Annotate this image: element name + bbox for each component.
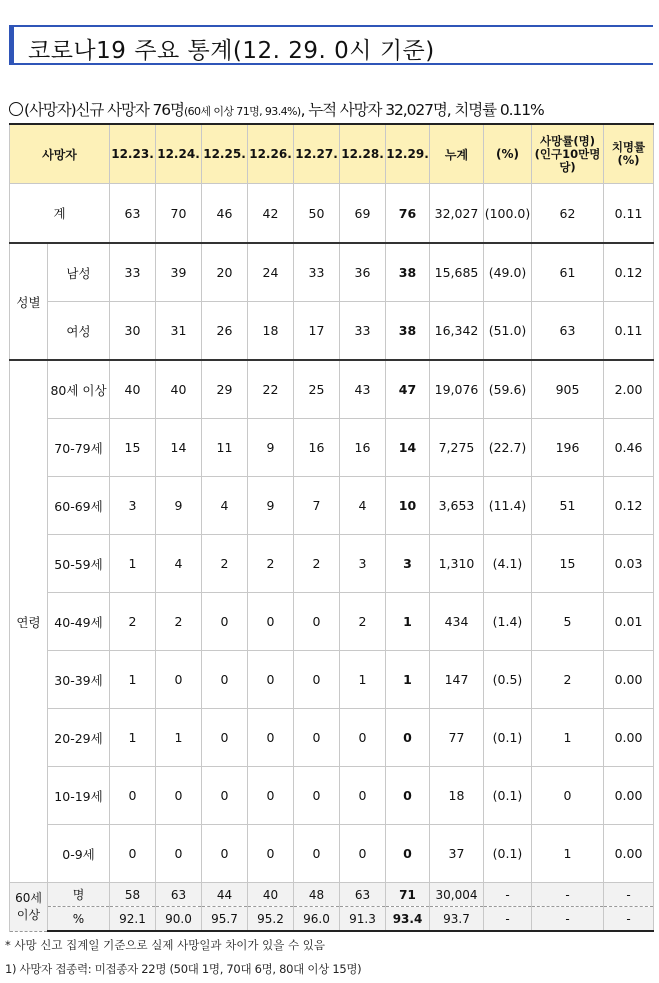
table-cell: 76 <box>386 184 430 244</box>
table-cell: 196 <box>532 419 604 477</box>
table-cell: 3 <box>110 477 156 535</box>
table-cell: 22 <box>248 360 294 419</box>
table-cell: 4 <box>340 477 386 535</box>
table-row-age <box>10 360 654 419</box>
table-cell: 1 <box>110 709 156 767</box>
table-cell: - <box>484 883 532 907</box>
table-cell: 30 <box>110 302 156 361</box>
table-cell: - <box>604 907 654 932</box>
table-cell: 33 <box>294 243 340 302</box>
header-cell: 치명률 (%) <box>604 124 654 184</box>
table-cell: 19,076 <box>430 360 484 419</box>
table-cell: (59.6) <box>484 360 532 419</box>
table-cell: 0 <box>202 709 248 767</box>
table-cell: 18 <box>248 302 294 361</box>
table-cell: - <box>604 883 654 907</box>
table-row-age <box>10 651 654 709</box>
table-cell: 905 <box>532 360 604 419</box>
summary-part3: , 누적 사망자 32,027명, 치명률 0.11% <box>300 101 544 119</box>
table-cell: 91.3 <box>340 907 386 932</box>
row-label: 계 <box>10 184 110 244</box>
table-cell: 48 <box>294 883 340 907</box>
table-cell: 0 <box>110 825 156 883</box>
table-cell: 0 <box>248 709 294 767</box>
table-cell: (51.0) <box>484 302 532 361</box>
table-cell: 63 <box>340 883 386 907</box>
table-cell: 95.2 <box>248 907 294 932</box>
group-label: 연령 <box>10 360 48 883</box>
table-cell: 0 <box>202 825 248 883</box>
header-cell: (%) <box>484 124 532 184</box>
table-cell: 1 <box>156 709 202 767</box>
table-cell: 1 <box>110 651 156 709</box>
table-row-age <box>10 419 654 477</box>
table-cell: 42 <box>248 184 294 244</box>
table-cell: 62 <box>532 184 604 244</box>
table-cell: 1 <box>110 535 156 593</box>
circle-bullet-icon <box>9 102 23 116</box>
table-cell: (0.1) <box>484 825 532 883</box>
table-cell: 77 <box>430 709 484 767</box>
table-cell: 0.00 <box>604 825 654 883</box>
table-row-age <box>10 477 654 535</box>
header-cell: 사망률(명) (인구10만명당) <box>532 124 604 184</box>
table-cell: 0 <box>532 767 604 825</box>
table-cell: 0 <box>386 825 430 883</box>
table-cell: 63 <box>156 883 202 907</box>
table-cell: 0 <box>340 709 386 767</box>
row-label: 10-19세 <box>48 767 110 825</box>
table-cell: (49.0) <box>484 243 532 302</box>
table-cell: 9 <box>248 477 294 535</box>
table-cell: 70 <box>156 184 202 244</box>
table-cell: 0.11 <box>604 302 654 361</box>
row-label: 70-79세 <box>48 419 110 477</box>
table-cell: 71 <box>386 883 430 907</box>
row-label: 30-39세 <box>48 651 110 709</box>
header-cell: 12.26. <box>248 124 294 184</box>
summary-part1: (사망자)신규 사망자 76명 <box>24 101 184 119</box>
table-cell: - <box>532 907 604 932</box>
table-cell: 0 <box>202 651 248 709</box>
table-cell: 1 <box>386 593 430 651</box>
table-cell: 0 <box>248 767 294 825</box>
table-cell: 15 <box>110 419 156 477</box>
table-cell: 93.7 <box>430 907 484 932</box>
header-cell: 12.25. <box>202 124 248 184</box>
row-label: 20-29세 <box>48 709 110 767</box>
table-cell: 0 <box>340 825 386 883</box>
header-cell: 12.27. <box>294 124 340 184</box>
table-cell: (1.4) <box>484 593 532 651</box>
table-cell: 0 <box>156 825 202 883</box>
table-row-age <box>10 825 654 883</box>
table-cell: 40 <box>156 360 202 419</box>
table-cell: 0.00 <box>604 767 654 825</box>
table-cell: 14 <box>156 419 202 477</box>
table-row-gender <box>10 243 654 302</box>
table-cell: 40 <box>110 360 156 419</box>
table-cell: 16 <box>294 419 340 477</box>
table-cell: 0 <box>294 767 340 825</box>
table-cell: 69 <box>340 184 386 244</box>
table-cell: 0 <box>202 767 248 825</box>
table-cell: 14 <box>386 419 430 477</box>
row-label: 명 <box>48 883 110 907</box>
table-cell: 0 <box>248 825 294 883</box>
table-cell: 33 <box>340 302 386 361</box>
header-row <box>10 124 654 184</box>
table-cell: 32,027 <box>430 184 484 244</box>
table-cell: 10 <box>386 477 430 535</box>
summary-part2: (60세 이상 71명, 93.4%) <box>183 105 301 118</box>
table-cell: 18 <box>430 767 484 825</box>
table-row-age <box>10 593 654 651</box>
table-cell: 24 <box>248 243 294 302</box>
table-cell: 93.4 <box>386 907 430 932</box>
table-cell: 2 <box>202 535 248 593</box>
table-cell: 1 <box>386 651 430 709</box>
table-cell: 0 <box>294 709 340 767</box>
table-cell: 15 <box>532 535 604 593</box>
table-cell: 0.12 <box>604 477 654 535</box>
table-cell: 0.00 <box>604 709 654 767</box>
table-cell: (4.1) <box>484 535 532 593</box>
table-cell: 0 <box>340 767 386 825</box>
table-cell: 0 <box>110 767 156 825</box>
table-cell: 0 <box>202 593 248 651</box>
table-cell: 46 <box>202 184 248 244</box>
table-cell: 63 <box>532 302 604 361</box>
table-cell: 0 <box>294 651 340 709</box>
table-cell: 31 <box>156 302 202 361</box>
table-cell: (100.0) <box>484 184 532 244</box>
table-cell: 38 <box>386 302 430 361</box>
table-cell: (0.1) <box>484 767 532 825</box>
table-cell: 2 <box>110 593 156 651</box>
table-cell: 47 <box>386 360 430 419</box>
table-cell: 3 <box>386 535 430 593</box>
table-cell: 25 <box>294 360 340 419</box>
deaths-table <box>9 123 654 932</box>
table-cell: 44 <box>202 883 248 907</box>
table-cell: 147 <box>430 651 484 709</box>
table-cell: 50 <box>294 184 340 244</box>
page-title: 코로나19 주요 통계(12. 29. 0시 기준) <box>28 38 435 64</box>
table-cell: 0.03 <box>604 535 654 593</box>
table-cell: (0.1) <box>484 709 532 767</box>
table-cell: 43 <box>340 360 386 419</box>
header-cell: 사망자 <box>10 124 110 184</box>
table-cell: 38 <box>386 243 430 302</box>
table-cell: 0.12 <box>604 243 654 302</box>
summary-line <box>9 98 544 120</box>
header-cell: 12.24. <box>156 124 202 184</box>
table-cell: 3 <box>340 535 386 593</box>
footnote-note: * 사망 신고 집계일 기준으로 실제 사망일과 차이가 있을 수 있음 <box>5 938 326 952</box>
table-cell: 17 <box>294 302 340 361</box>
header-cell: 12.28. <box>340 124 386 184</box>
table-cell: 0 <box>386 767 430 825</box>
row-label: % <box>48 907 110 932</box>
table-cell: 33 <box>110 243 156 302</box>
table-cell: 0 <box>156 767 202 825</box>
table-cell: 2 <box>156 593 202 651</box>
table-row-gender <box>10 302 654 361</box>
table-cell: 58 <box>110 883 156 907</box>
table-cell: 39 <box>156 243 202 302</box>
table-row-over60-count <box>10 883 654 907</box>
table-row-age <box>10 709 654 767</box>
table-cell: 2 <box>294 535 340 593</box>
table-cell: (11.4) <box>484 477 532 535</box>
table-cell: - <box>532 883 604 907</box>
table-cell: 9 <box>156 477 202 535</box>
row-label: 80세 이상 <box>48 360 110 419</box>
table-cell: 63 <box>110 184 156 244</box>
row-label: 0-9세 <box>48 825 110 883</box>
table-cell: 1,310 <box>430 535 484 593</box>
table-cell: 0 <box>294 593 340 651</box>
table-cell: 7,275 <box>430 419 484 477</box>
table-cell: 0 <box>248 593 294 651</box>
table-cell: 0.11 <box>604 184 654 244</box>
table-cell: 1 <box>532 709 604 767</box>
group-label: 성별 <box>10 243 48 360</box>
row-label: 60-69세 <box>48 477 110 535</box>
table-cell: 15,685 <box>430 243 484 302</box>
table-cell: 0 <box>156 651 202 709</box>
table-cell: 5 <box>532 593 604 651</box>
footnote-vaccination: 1) 사망자 접종력: 미접종자 22명 (50대 1명, 70대 6명, 80대 이상 15명) <box>5 962 362 976</box>
table-row-age <box>10 535 654 593</box>
table-cell: 1 <box>340 651 386 709</box>
table-cell: 0.01 <box>604 593 654 651</box>
table-cell: 2 <box>248 535 294 593</box>
table-cell: 2.00 <box>604 360 654 419</box>
table-cell: 40 <box>248 883 294 907</box>
row-label: 40-49세 <box>48 593 110 651</box>
table-cell: 92.1 <box>110 907 156 932</box>
table-cell: 30,004 <box>430 883 484 907</box>
table-cell: 0.00 <box>604 651 654 709</box>
row-label: 여성 <box>48 302 110 361</box>
table-cell: 0 <box>294 825 340 883</box>
table-cell: 0 <box>248 651 294 709</box>
table-cell: 9 <box>248 419 294 477</box>
header-cell: 12.23. <box>110 124 156 184</box>
table-cell: 1 <box>532 825 604 883</box>
title-box <box>9 25 653 65</box>
table-cell: 7 <box>294 477 340 535</box>
table-row-age <box>10 767 654 825</box>
table-cell: 4 <box>156 535 202 593</box>
table-cell: 3,653 <box>430 477 484 535</box>
header-cell: 누계 <box>430 124 484 184</box>
table-cell: 20 <box>202 243 248 302</box>
header-cell: 12.29. <box>386 124 430 184</box>
table-cell: 29 <box>202 360 248 419</box>
table-cell: 11 <box>202 419 248 477</box>
table-cell: 4 <box>202 477 248 535</box>
table-cell: 434 <box>430 593 484 651</box>
table-row-total <box>10 184 654 244</box>
row-label: 50-59세 <box>48 535 110 593</box>
table-cell: 61 <box>532 243 604 302</box>
table-cell: 90.0 <box>156 907 202 932</box>
table-cell: 2 <box>532 651 604 709</box>
table-cell: 16,342 <box>430 302 484 361</box>
table-cell: 2 <box>340 593 386 651</box>
table-cell: 36 <box>340 243 386 302</box>
table-cell: (22.7) <box>484 419 532 477</box>
table-cell: 51 <box>532 477 604 535</box>
table-cell: - <box>484 907 532 932</box>
table-cell: 95.7 <box>202 907 248 932</box>
table-cell: 16 <box>340 419 386 477</box>
row-label: 남성 <box>48 243 110 302</box>
table-cell: 96.0 <box>294 907 340 932</box>
table-cell: 0.46 <box>604 419 654 477</box>
table-cell: 26 <box>202 302 248 361</box>
table-cell: 0 <box>386 709 430 767</box>
table-cell: 37 <box>430 825 484 883</box>
table-row-over60-percent <box>10 907 654 932</box>
group-label: 60세 이상 <box>10 883 48 932</box>
table-cell: (0.5) <box>484 651 532 709</box>
